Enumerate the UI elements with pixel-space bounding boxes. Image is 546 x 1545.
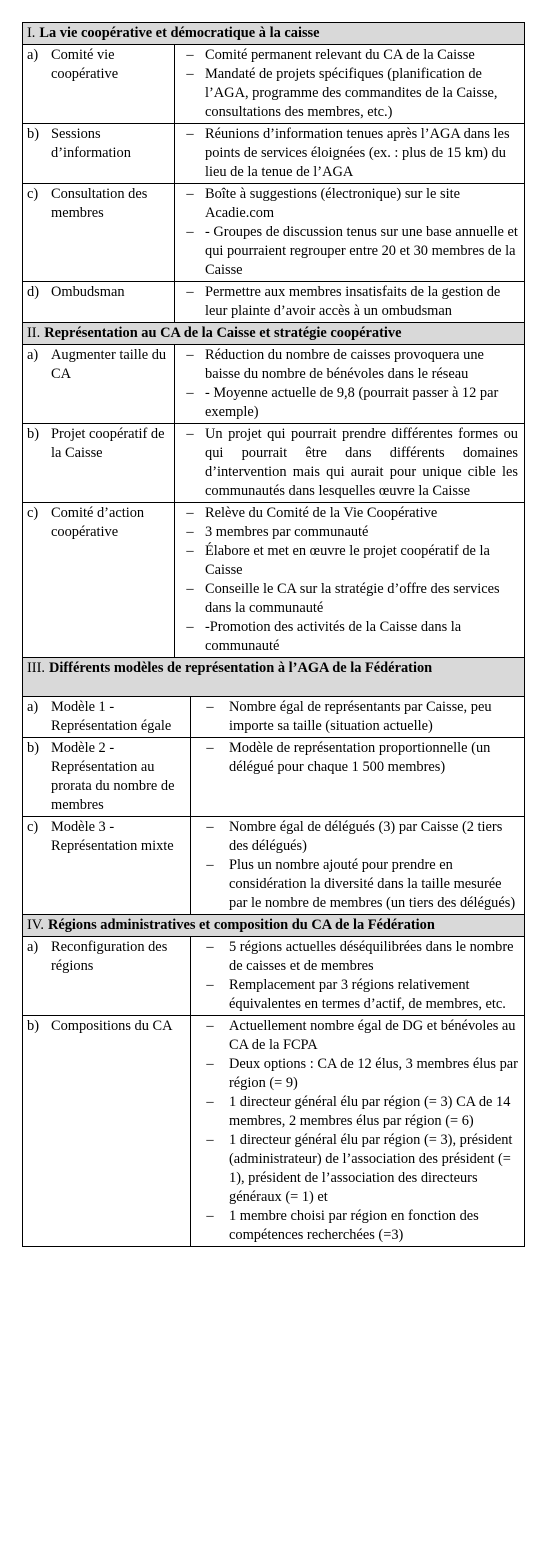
row-label: Augmenter taille du CA [51,347,167,382]
document-table [22,22,525,1247]
table-row [23,184,524,282]
list-item [175,46,518,65]
dash-bullet: – [186,385,194,401]
section-4 [22,914,525,1247]
row-items-cell [175,282,524,322]
dash-bullet: – [206,819,214,835]
row-letter: c) [27,505,39,521]
row-label: Comité vie coopérative [51,47,119,82]
list-item [191,1055,518,1093]
list-item [175,618,518,656]
list-item [175,523,518,542]
list-item-text: 5 régions actuelles déséquilibrées dans le nombre de caisses et de membres [229,939,514,974]
section-1 [22,22,525,322]
row-letter: a) [27,47,39,63]
dash-bullet: – [186,186,194,202]
list-item-text: Relève du Comité de la Vie Coopérative [205,505,438,521]
list-item [191,856,518,913]
list-item [175,125,518,182]
table-row [23,738,524,817]
dash-bullet: – [206,939,214,955]
section-title: La vie coopérative et démocratique à la caisse [39,25,320,41]
list-item [191,698,518,736]
row-label-cell [23,124,175,183]
row-label-cell [23,697,191,737]
list-item [191,1131,518,1207]
list-item-text: Élabore et met en œuvre le projet coopératif de la Caisse [205,543,490,578]
row-label-cell [23,184,175,281]
table-row [23,503,524,657]
section-number: IV. [27,917,44,933]
row-label-cell [23,282,175,322]
dash-bullet: – [206,1094,214,1110]
list-item-text: Modèle de représentation proportionnelle (un délégué pour chaque 1 500 membres) [229,740,491,775]
table-row [23,424,524,503]
list-item-text: -Promotion des activités de la Caisse dans la communauté [205,619,462,654]
list-item [175,504,518,523]
row-letter: b) [27,740,39,756]
row-letter: a) [27,939,39,955]
dash-bullet: – [186,47,194,63]
row-letter: b) [27,126,39,142]
row-letter: d) [27,284,39,300]
list-item-text: Comité permanent relevant du CA de la Caisse [205,47,475,63]
list-item [191,976,518,1014]
section-title: Représentation au CA de la Caisse et stratégie coopérative [44,325,402,341]
row-letter: b) [27,426,39,442]
table-row [23,45,524,124]
list-item [191,1093,518,1131]
row-label: Modèle 3 - Représentation mixte [51,819,174,854]
dash-bullet: – [186,543,194,559]
section-title: Régions administratives et composition du CA de la Fédération [47,917,435,933]
list-item-text: Un projet qui pourrait prendre différentes formes ou qui pourrait être dans différents domaines d’intervention mais qui aurait pour unique cible les communautés dans lesquelles œuvre la Caisse [205,426,518,499]
list-item [175,346,518,384]
row-items-cell [175,424,524,502]
list-item [191,1207,518,1245]
row-label: Compositions du CA [51,1018,173,1034]
row-label-cell [23,45,175,123]
dash-bullet: – [186,347,194,363]
section-heading [23,658,524,697]
row-items-cell [175,345,524,423]
section-number: III. [27,660,45,676]
dash-bullet: – [206,1056,214,1072]
row-label-cell [23,424,175,502]
row-letter: a) [27,347,39,363]
list-item-text: 1 directeur général élu par région (= 3) CA de 14 membres, 2 membres élus par région (= 6) [229,1094,511,1129]
row-letter: b) [27,1018,39,1034]
list-item [175,542,518,580]
list-item-text: Conseille le CA sur la stratégie d’offre des services dans la communauté [205,581,500,616]
dash-bullet: – [186,126,194,142]
row-letter: c) [27,819,39,835]
row-items-cell [191,1016,524,1246]
table-row [23,937,524,1016]
dash-bullet: – [206,1132,214,1148]
dash-bullet: – [186,581,194,597]
list-item [175,283,518,321]
list-item-text: Boîte à suggestions (électronique) sur le site Acadie.com [205,186,460,221]
list-item-text: Plus un nombre ajouté pour prendre en considération la diversité dans la taille mesurée par le nombre de membres (un tiers des délégués) [229,857,516,911]
row-label-cell [23,817,191,914]
list-item-text: 1 directeur général élu par région (= 3), président (administrateur) de l’association des président (= 1), président de l’association des directeurs généraux (= 1) et [229,1132,513,1205]
list-item [191,938,518,976]
dash-bullet: – [206,699,214,715]
dash-bullet: – [186,66,194,82]
row-letter: c) [27,186,39,202]
table-row [23,282,524,322]
row-items-cell [175,184,524,281]
list-item-text: Mandaté de projets spécifiques (planification de l’AGA, programme des commandites de la Caisse, consultations des membres, etc.) [205,66,498,120]
list-item [191,739,518,777]
table-row [23,345,524,424]
list-item-text: Actuellement nombre égal de DG et bénévoles au CA de la FCPA [229,1018,516,1053]
dash-bullet: – [206,857,214,873]
dash-bullet: – [206,1208,214,1224]
row-label: Modèle 1 - Représentation égale [51,699,172,734]
row-letter: a) [27,699,39,715]
section-2 [22,322,525,657]
row-label: Projet coopératif de la Caisse [51,426,165,461]
list-item [191,1017,518,1055]
list-item-text: Nombre égal de délégués (3) par Caisse (2 tiers des délégués) [229,819,503,854]
row-label: Consultation des membres [51,186,148,221]
row-items-cell [175,124,524,183]
section-number: II. [27,325,41,341]
list-item-text: Réduction du nombre de caisses provoquera une baisse du nombre de bénévoles dans le réseau [205,347,484,382]
row-label-cell [23,503,175,657]
list-item [175,65,518,122]
list-item-text: 1 membre choisi par région en fonction des compétences recherchées (=3) [229,1208,479,1243]
table-row [23,697,524,738]
section-heading [23,323,524,345]
row-label-cell [23,937,191,1015]
row-items-cell [191,697,524,737]
row-label: Modèle 2 - Représentation au prorata du nombre de membres [51,740,175,813]
row-items-cell [191,738,524,816]
row-items-cell [175,45,524,123]
list-item-text: Permettre aux membres insatisfaits de la gestion de leur plainte d’avoir accès à un ombudsman [205,284,501,319]
list-item [175,425,518,501]
row-items-cell [175,503,524,657]
row-label-cell [23,1016,191,1246]
section-3 [22,657,525,914]
list-item [175,580,518,618]
dash-bullet: – [186,505,194,521]
dash-bullet: – [186,619,194,635]
section-number: I. [27,25,36,41]
table-row [23,1016,524,1246]
row-label: Sessions d’information [51,126,131,161]
list-item-text: - Moyenne actuelle de 9,8 (pourrait passer à 12 par exemple) [205,385,499,420]
list-item [175,223,518,280]
list-item-text: Remplacement par 3 régions relativement équivalentes en termes d’actif, de membres, etc. [229,977,506,1012]
dash-bullet: – [186,224,194,240]
dash-bullet: – [186,284,194,300]
row-label: Comité d’action coopérative [51,505,145,540]
list-item-text: Nombre égal de représentants par Caisse, peu importe sa taille (situation actuelle) [229,699,492,734]
dash-bullet: – [206,1018,214,1034]
row-label-cell [23,738,191,816]
row-items-cell [191,817,524,914]
section-heading [23,23,524,45]
list-item-text: - Groupes de discussion tenus sur une base annuelle et qui pourraient regrouper entre 20 et 30 membres de la Caisse [205,224,518,278]
row-label: Ombudsman [51,284,125,300]
list-item [175,185,518,223]
row-label-cell [23,345,175,423]
list-item-text: 3 membres par communauté [205,524,369,540]
row-label: Reconfiguration des régions [51,939,168,974]
table-row [23,817,524,914]
dash-bullet: – [206,740,214,756]
dash-bullet: – [186,524,194,540]
list-item-text: Réunions d’information tenues après l’AGA dans les points de services éloignées (ex. : plus de 15 km) du lieu de la tenue de l’AGA [205,126,510,180]
section-title: Différents modèles de représentation à l’AGA de la Fédération [48,660,433,676]
list-item-text: Deux options : CA de 12 élus, 3 membres élus par région (= 9) [229,1056,518,1091]
section-heading [23,915,524,937]
list-item [191,818,518,856]
table-row [23,124,524,184]
dash-bullet: – [186,426,194,442]
dash-bullet: – [206,977,214,993]
row-items-cell [191,937,524,1015]
list-item [175,384,518,422]
